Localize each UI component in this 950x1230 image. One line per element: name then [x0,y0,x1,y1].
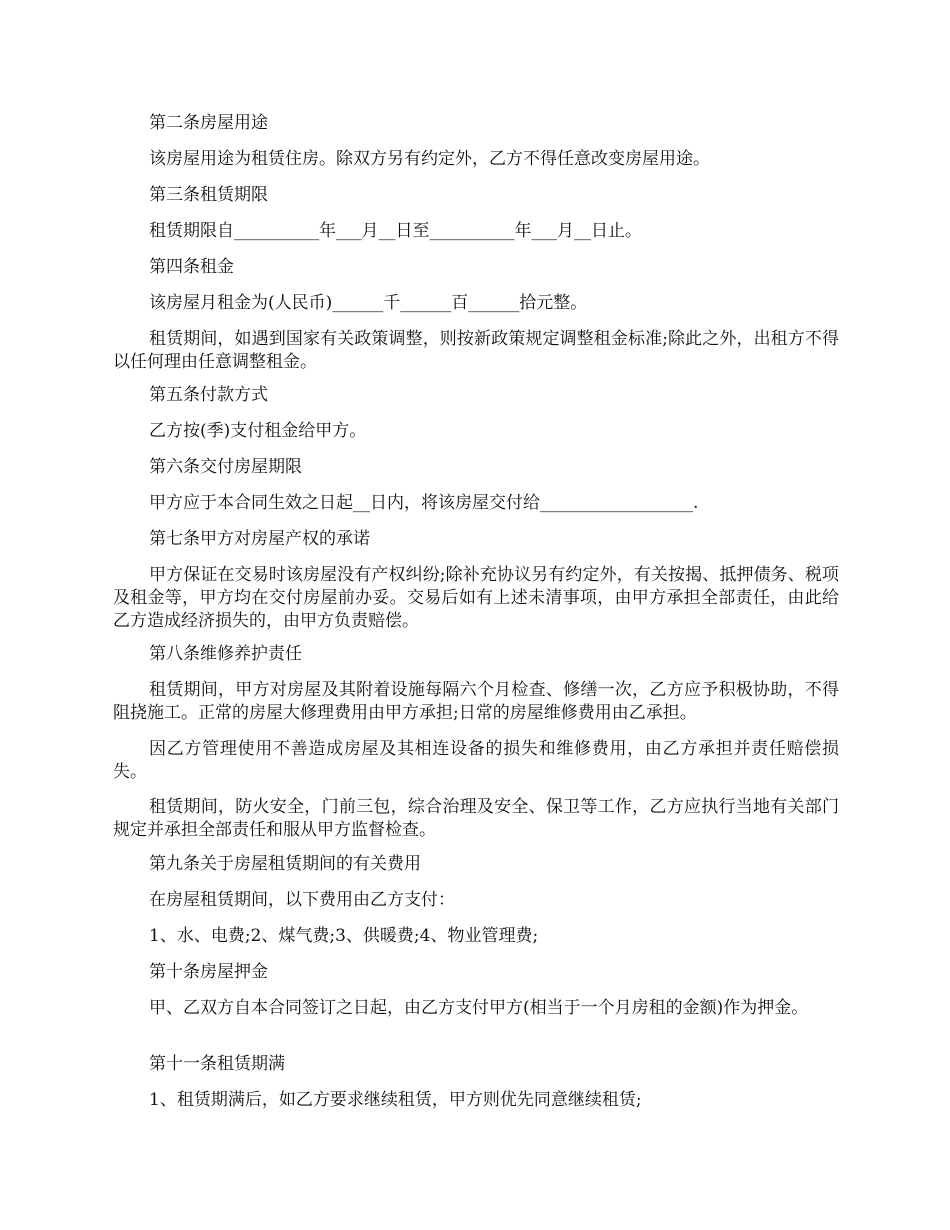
article-6-heading: 第六条交付房屋期限 [149,457,302,477]
article-8-text-2: 因乙方管理使用不善造成房屋及其相连设备的损失和维修费用，由乙方承担并责任赔偿损失。 [113,739,839,782]
article-6-text: 甲方应于本合同生效之日起__日内，将该房屋交付给__________________. [149,493,699,513]
article-7-heading: 第七条甲方对房屋产权的承诺 [149,529,370,549]
article-3-heading: 第三条租赁期限 [149,185,268,205]
article-3-text: 租赁期限自__________年___月__日至__________年___月__日止。 [149,221,642,241]
article-7-text: 甲方保证在交易时该房屋没有产权纠纷;除补充协议另有约定外，有关按揭、抵押债务、税项及租金等，甲方均在交付房屋前办妥。交易后如有上述未清事项，由甲方承担全部责任，由此给乙方造成经济损失的，由甲方负责赔偿。 [113,565,839,631]
article-8-text-1: 租赁期间，甲方对房屋及其附着设施每隔六个月检查、修缮一次，乙方应予积极协助，不得阻挠施工。正常的房屋大修理费用由甲方承担;日常的房屋维修费用由乙承担。 [113,680,839,723]
article-9-text: 在房屋租赁期间，以下费用由乙方支付： [149,890,455,910]
article-4-adjustment: 租赁期间，如遇到国家有关政策调整，则按新政策规定调整租金标准;除此之外，出租方不得以任何理由任意调整租金。 [113,329,839,372]
article-9-list: 1、水、电费;2、煤气费;3、供暖费;4、物业管理费; [149,926,539,946]
article-2-heading: 第二条房屋用途 [149,113,268,133]
article-8-text-3: 租赁期间，防火安全，门前三包，综合治理及安全、保卫等工作，乙方应执行当地有关部门规定并承担全部责任和服从甲方监督检查。 [113,797,839,840]
article-2-text: 该房屋用途为租赁住房。除双方另有约定外，乙方不得任意改变房屋用途。 [149,149,710,169]
article-9-heading: 第九条关于房屋租赁期间的有关费用 [149,854,421,874]
article-5-text: 乙方按(季)支付租金给甲方。 [149,421,367,441]
article-11-item-1: 1、租赁期满后，如乙方要求继续租赁，甲方则优先同意继续租赁; [149,1090,642,1110]
article-5-heading: 第五条付款方式 [149,385,268,405]
article-10-heading: 第十条房屋押金 [149,962,268,982]
article-4-text: 该房屋月租金为(人民币)______千______百______拾元整。 [149,293,588,313]
article-10-text: 甲、乙双方自本合同签订之日起，由乙方支付甲方(相当于一个月房租的金额)作为押金。 [149,998,809,1018]
article-11-heading: 第十一条租赁期满 [149,1054,285,1074]
article-4-heading: 第四条租金 [149,257,234,277]
article-8-heading: 第八条维修养护责任 [149,644,302,664]
